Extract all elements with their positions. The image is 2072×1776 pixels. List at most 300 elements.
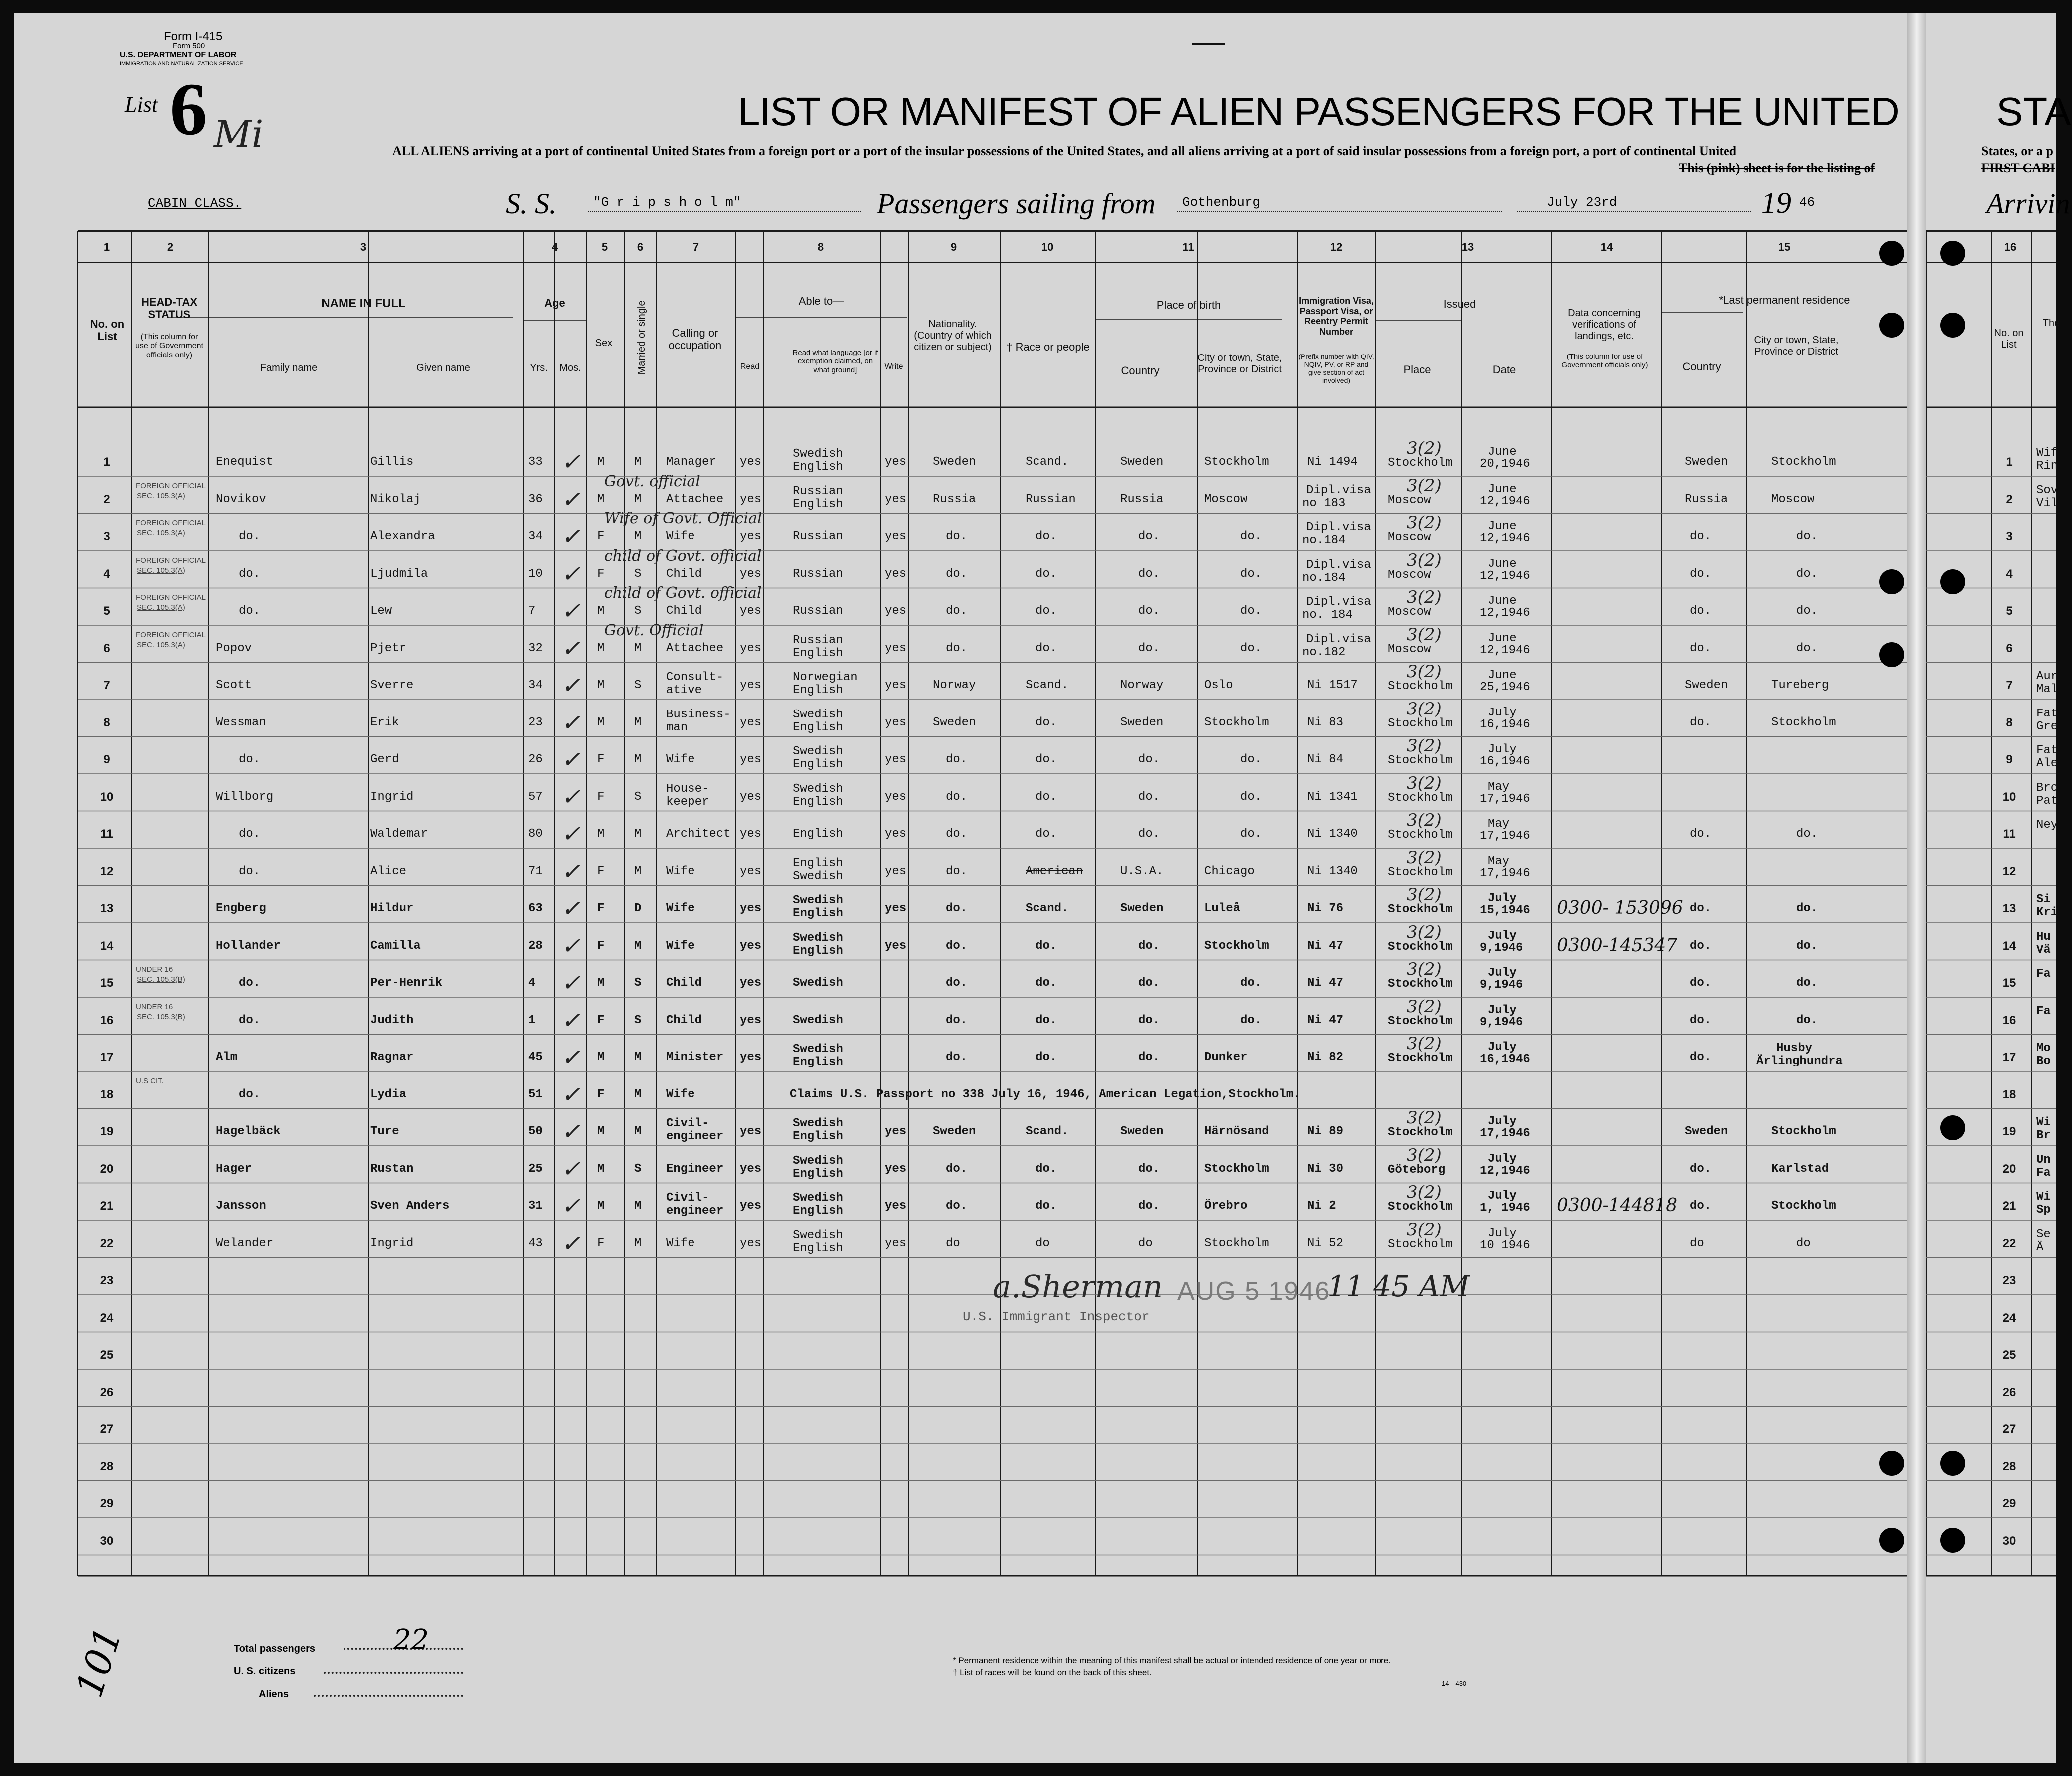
birth-city: Härnösand	[1204, 1125, 1269, 1138]
row-number: 23	[100, 1274, 114, 1287]
birth-city: Chicago	[1204, 864, 1255, 878]
verification-number: 0300-144818	[1557, 1195, 1678, 1216]
residence-country: do	[1690, 1236, 1704, 1250]
read-language: Russian	[793, 604, 843, 618]
residence-city: Moscow	[1771, 492, 1815, 506]
row-number: 1	[103, 455, 110, 469]
row-number-right: 23	[2002, 1274, 2016, 1287]
birth-city: Dunker	[1204, 1051, 1248, 1064]
issue-mark: 3(2)	[1407, 1182, 1442, 1202]
issue-mark: 3(2)	[1407, 475, 1442, 496]
next-page-fragment: Si	[2036, 893, 2051, 906]
calling: engineer	[666, 1204, 724, 1218]
marital-status: M	[634, 492, 642, 506]
birth-country: do.	[1138, 604, 1160, 618]
header-yrs: Yrs.	[530, 362, 548, 373]
marital-status: M	[634, 1199, 642, 1213]
marital-status: S	[634, 567, 642, 581]
birth-city: do.	[1240, 604, 1262, 618]
birth-country: U.S.A.	[1120, 864, 1164, 878]
visa-number: no.182	[1302, 645, 1346, 659]
sex: F	[597, 864, 605, 878]
issue-date: July	[1488, 743, 1517, 756]
issue-date: 1, 1946	[1480, 1201, 1530, 1215]
issue-place: Stockholm	[1388, 456, 1453, 470]
sex: M	[597, 1162, 605, 1176]
given-name: Waldemar	[370, 827, 428, 841]
row-number-right: 27	[2002, 1422, 2016, 1436]
given-name: Alice	[370, 864, 407, 878]
next-page-fragment: Mal	[2036, 683, 2058, 696]
birth-city: do.	[1240, 827, 1262, 841]
can-write: yes	[885, 715, 907, 729]
nationality: do.	[946, 864, 968, 878]
family-name: Alm	[216, 1051, 238, 1064]
read-language: English	[793, 1204, 843, 1218]
next-page-fragment: Pat	[2036, 794, 2058, 808]
birth-country: do.	[1138, 530, 1160, 543]
age-years: 51	[528, 1087, 543, 1101]
sex: M	[597, 827, 605, 841]
calling: Architect	[666, 827, 731, 841]
marital-status: S	[634, 1162, 642, 1176]
can-read: yes	[740, 641, 762, 655]
header-given: Given name	[416, 362, 470, 373]
inspector-signature: a.Sherman	[993, 1268, 1163, 1305]
can-write: yes	[885, 492, 907, 506]
next-page-fragment: Un	[2036, 1153, 2051, 1167]
row-number: 24	[100, 1311, 114, 1325]
age-check: ✓	[561, 746, 581, 773]
family-name: do.	[239, 1087, 261, 1101]
nationality: do.	[946, 902, 968, 915]
row-number: 6	[103, 641, 110, 655]
birth-city: do.	[1240, 567, 1262, 581]
can-write: yes	[885, 1236, 907, 1250]
family-name: do.	[239, 567, 261, 581]
issue-mark: 3(2)	[1407, 550, 1442, 570]
race: do	[1036, 1236, 1050, 1250]
row-number-right: 13	[2002, 902, 2016, 915]
aliens-dots	[314, 1695, 463, 1697]
form-number-old: Form 500	[173, 42, 205, 50]
residence-city: do.	[1796, 902, 1818, 915]
birth-country: Norway	[1120, 679, 1164, 692]
can-read: yes	[740, 790, 762, 804]
birth-country: do.	[1138, 1162, 1160, 1176]
issue-date: May	[1488, 854, 1510, 868]
birth-country: do.	[1138, 567, 1160, 581]
age-years: 71	[528, 864, 543, 878]
issue-date: 12,1946	[1480, 606, 1530, 620]
family-name: Jansson	[216, 1199, 266, 1213]
calling: Minister	[666, 1051, 724, 1064]
birth-country: do.	[1138, 939, 1160, 953]
read-language: Swedish	[793, 782, 843, 796]
visa-number: Ni 2	[1307, 1199, 1336, 1213]
issue-mark: 3(2)	[1407, 959, 1442, 979]
age-check: ✓	[561, 1118, 581, 1145]
read-language: Swedish	[793, 869, 843, 883]
can-read: yes	[740, 604, 762, 618]
age-years: 34	[528, 679, 543, 692]
next-page-fragment: Fa	[2036, 967, 2051, 981]
age-check: ✓	[561, 857, 581, 885]
row-number-right: 19	[2002, 1125, 2016, 1138]
visa-number: no.184	[1302, 534, 1346, 547]
age-years: 33	[528, 455, 543, 469]
sex: F	[597, 939, 605, 953]
nationality: do	[946, 1236, 960, 1250]
calling: Child	[666, 567, 702, 581]
column-number: 15	[1778, 241, 1791, 253]
issue-place: Stockholm	[1388, 977, 1453, 991]
issue-date: 12,1946	[1480, 494, 1530, 508]
form-code: 14—430	[1442, 1680, 1467, 1687]
calling: Business-	[666, 708, 731, 721]
calling: Child	[666, 1013, 702, 1027]
can-read: yes	[740, 902, 762, 915]
given-name: Ingrid	[370, 1236, 414, 1250]
footnote-races: † List of races will be found on the back of this sheet.	[953, 1668, 1152, 1677]
visa-number: Ni 1517	[1307, 679, 1358, 692]
read-language: Swedish	[793, 447, 843, 461]
race: do.	[1036, 641, 1057, 655]
can-read: yes	[740, 567, 762, 581]
list-label: List	[125, 92, 158, 117]
issue-mark: 3(2)	[1407, 624, 1442, 645]
birth-city: Stockholm	[1204, 1236, 1269, 1250]
issue-place: Moscow	[1388, 642, 1431, 656]
issue-place: Moscow	[1388, 568, 1431, 582]
manifest-subtitle: ALL ALIENS arriving at a port of continental United States from a foreign port or a port of the insular possessions of the United States, and all aliens arriving at a port of said insular possessions from a foreign port, a port of continental United	[392, 144, 1737, 158]
row-number-right: 3	[2006, 530, 2013, 543]
next-page-fragment: Ä	[2036, 1240, 2044, 1254]
read-language: English	[793, 1241, 843, 1255]
issue-place: Moscow	[1388, 531, 1431, 544]
issue-mark: 3(2)	[1407, 810, 1442, 830]
calling: ative	[666, 684, 702, 697]
residence-city: Ärlinghundra	[1756, 1055, 1843, 1068]
given-name: Lydia	[370, 1087, 407, 1101]
header-issued-place: Place	[1403, 363, 1431, 376]
row-number: 4	[103, 567, 110, 581]
column-number: 5	[601, 241, 608, 253]
handwritten-note: child of Govt. official	[604, 584, 762, 602]
column-number: 14	[1600, 241, 1613, 253]
issue-date: July	[1488, 1189, 1517, 1203]
row-number-right: 18	[2002, 1087, 2016, 1101]
header-res-city: City or town, State, Province or District	[1754, 335, 1839, 357]
row-number: 29	[100, 1497, 114, 1510]
visa-number: Ni 89	[1307, 1125, 1344, 1138]
residence-city: do.	[1796, 567, 1818, 581]
birth-city: do.	[1240, 976, 1262, 990]
row-number-right: 17	[2002, 1051, 2016, 1064]
age-years: 25	[528, 1162, 543, 1176]
given-name: Pjetr	[370, 641, 407, 655]
issue-date: 16,1946	[1480, 755, 1530, 768]
row-number: 5	[103, 604, 110, 618]
punch-hole	[1879, 642, 1904, 667]
birth-city: do.	[1240, 790, 1262, 804]
can-read: yes	[740, 1162, 762, 1176]
calling: Wife	[666, 1087, 695, 1101]
year-prefix: 19	[1761, 186, 1791, 219]
birth-country: do.	[1138, 1013, 1160, 1027]
sex: M	[597, 604, 605, 618]
given-name: Gerd	[370, 753, 399, 766]
can-read: yes	[740, 1013, 762, 1027]
calling: Wife	[666, 753, 695, 766]
next-page-fragment: Hu	[2036, 930, 2051, 944]
visa-number: Dipl.visa	[1306, 595, 1371, 609]
arriving-label: Arrivin	[1986, 187, 2070, 220]
race: do.	[1036, 1013, 1057, 1027]
issue-place: Stockholm	[1388, 716, 1453, 730]
row-number-right: 5	[2006, 604, 2013, 618]
sex: F	[597, 753, 605, 766]
issue-date: July	[1488, 1152, 1517, 1166]
calling: Child	[666, 604, 702, 618]
punch-hole	[1940, 241, 1965, 266]
residence-country: do.	[1690, 530, 1712, 543]
marital-status: S	[634, 679, 642, 692]
issue-date: 10 1946	[1480, 1238, 1530, 1252]
age-check: ✓	[561, 1155, 581, 1182]
marital-status: M	[634, 455, 642, 469]
nationality: do.	[946, 939, 968, 953]
age-years: 32	[528, 641, 543, 655]
cabin-class: CABIN CLASS.	[148, 196, 242, 211]
sex: F	[597, 1013, 605, 1027]
ship-name: "G r i p s h o l m"	[593, 195, 741, 210]
marital-status: M	[634, 530, 642, 543]
read-language: Swedish	[793, 708, 843, 721]
read-language: English	[793, 795, 843, 809]
birth-country: do.	[1138, 641, 1160, 655]
header-read: Read	[740, 362, 760, 371]
column-number: 10	[1041, 241, 1054, 253]
marital-status: M	[634, 715, 642, 729]
sex: F	[597, 902, 605, 915]
header-mos: Mos.	[559, 362, 581, 373]
inspection-date-stamp: AUG 5 1946	[1177, 1277, 1331, 1306]
next-page-fragment: Ale	[2036, 757, 2058, 770]
marital-status: M	[634, 1051, 642, 1064]
issue-place: Göteborg	[1388, 1163, 1446, 1177]
next-page-fragment: Rin	[2036, 459, 2058, 473]
calling: Wife	[666, 864, 695, 878]
birth-city: do.	[1240, 641, 1262, 655]
issue-date: 20,1946	[1480, 457, 1530, 471]
row-number: 28	[100, 1459, 114, 1473]
header-able: Able to—	[798, 295, 844, 307]
read-language: English	[793, 1056, 843, 1069]
calling: Civil-	[666, 1117, 709, 1130]
row-number-right: 25	[2002, 1348, 2016, 1362]
nationality: do.	[946, 1162, 968, 1176]
issue-mark: 3(2)	[1407, 996, 1442, 1017]
punch-hole	[1940, 1115, 1965, 1140]
nationality: do.	[946, 790, 968, 804]
issue-date: June	[1488, 631, 1517, 645]
header-col17-fragment: The	[2042, 318, 2060, 329]
nationality: do.	[946, 827, 968, 841]
age-years: 31	[528, 1199, 543, 1213]
next-page-fragment: Kri	[2036, 906, 2058, 919]
nationality: Sweden	[933, 1125, 976, 1138]
age-check: ✓	[561, 523, 581, 550]
residence-city: do.	[1796, 641, 1818, 655]
issue-date: 12,1946	[1480, 1164, 1530, 1178]
department: U.S. DEPARTMENT OF LABOR	[120, 51, 237, 59]
marital-status: M	[634, 1236, 642, 1250]
can-read: yes	[740, 679, 762, 692]
residence-city: do.	[1796, 939, 1818, 953]
column-number: 9	[950, 241, 957, 253]
row-number: 8	[103, 715, 110, 729]
inspector-title: U.S. Immigrant Inspector	[963, 1309, 1150, 1324]
issue-date: 16,1946	[1480, 717, 1530, 731]
birth-city: Oslo	[1204, 679, 1233, 692]
row-number-right: 6	[2006, 641, 2013, 655]
given-name: Rustan	[370, 1162, 414, 1176]
header-family: Family name	[260, 362, 318, 373]
row-number-right: 30	[2002, 1534, 2016, 1548]
issue-place: Stockholm	[1388, 1126, 1453, 1139]
row-number-right: 9	[2006, 753, 2013, 766]
row-number: 27	[100, 1422, 114, 1436]
punch-hole	[1879, 1528, 1904, 1553]
age-years: 28	[528, 939, 543, 953]
column-number: 16	[2004, 241, 2017, 253]
can-write: yes	[885, 1199, 907, 1213]
age-years: 50	[528, 1125, 543, 1138]
manifest-grid	[14, 13, 2056, 1763]
calling: Engineer	[666, 1162, 724, 1176]
read-language: English	[793, 1130, 843, 1143]
birth-country: Sweden	[1120, 455, 1164, 469]
marital-status: M	[634, 753, 642, 766]
can-read: yes	[740, 1125, 762, 1138]
head-tax-stamp: UNDER 16	[136, 1002, 173, 1011]
head-tax-stamp: FOREIGN OFFICIAL	[136, 519, 206, 527]
issue-date: July	[1488, 966, 1517, 980]
read-language: Swedish	[793, 1043, 843, 1056]
marital-status: M	[634, 1125, 642, 1138]
manifest-title-continued: STA	[1996, 89, 2071, 134]
family-name: do.	[239, 827, 261, 841]
calling: Manager	[666, 455, 716, 469]
issue-date: 25,1946	[1480, 681, 1530, 694]
visa-number: Ni 47	[1307, 976, 1344, 990]
header-write: Write	[884, 362, 903, 371]
residence-city: Stockholm	[1771, 715, 1836, 729]
residence-city: do.	[1796, 1013, 1818, 1027]
issue-mark: 3(2)	[1407, 662, 1442, 682]
can-read: yes	[740, 976, 762, 990]
marital-status: D	[634, 902, 642, 915]
visa-number: Ni 47	[1307, 939, 1344, 953]
visa-number: Dipl.visa	[1306, 483, 1371, 497]
total-passengers-label: Total passengers	[234, 1643, 316, 1654]
issue-date: 17,1946	[1480, 829, 1530, 843]
can-write: yes	[885, 1125, 907, 1138]
marital-status: M	[634, 827, 642, 841]
sex: M	[597, 492, 605, 506]
row-number-right: 15	[2002, 976, 2016, 990]
age-years: 43	[528, 1236, 543, 1250]
handwritten-note: child of Govt. official	[604, 547, 762, 565]
row-number-right: 7	[2006, 679, 2013, 692]
row-number: 30	[100, 1534, 114, 1548]
row-number: 20	[100, 1162, 114, 1176]
residence-city: Karlstad	[1771, 1162, 1829, 1176]
given-name: Lew	[370, 604, 392, 618]
read-language: Swedish	[793, 1191, 843, 1205]
can-write: yes	[885, 641, 907, 655]
issue-place: Stockholm	[1388, 1014, 1453, 1028]
residence-city: do.	[1796, 976, 1818, 990]
visa-number: no 183	[1302, 496, 1346, 510]
row-number-right: 20	[2002, 1162, 2016, 1176]
issue-date: 12,1946	[1480, 532, 1530, 545]
issue-date: 9,1946	[1480, 941, 1523, 955]
age-years: 23	[528, 715, 543, 729]
head-tax-stamp: SEC. 105.3(B)	[137, 1012, 185, 1021]
issue-mark: 3(2)	[1407, 736, 1442, 756]
read-language: Swedish	[793, 894, 843, 907]
row-number-right: 12	[2002, 864, 2016, 878]
aliens-label: Aliens	[259, 1689, 289, 1700]
age-check: ✓	[561, 895, 581, 922]
residence-country: do.	[1690, 1199, 1712, 1213]
next-page-fragment: Bro	[2036, 781, 2058, 795]
residence-country: do.	[1690, 1013, 1712, 1027]
visa-number: Ni 47	[1307, 1013, 1344, 1027]
residence-country: Sweden	[1685, 1125, 1728, 1138]
punch-hole	[1940, 569, 1965, 594]
row-number: 18	[100, 1087, 114, 1101]
next-page-fragment: Vil	[2036, 496, 2058, 510]
visa-number: Ni 83	[1307, 715, 1344, 729]
issue-date: June	[1488, 445, 1517, 459]
nationality: Sweden	[933, 455, 976, 469]
header-birth-city: City or town, State, Province or District	[1197, 353, 1282, 375]
can-read: yes	[740, 753, 762, 766]
punch-hole	[1879, 313, 1904, 338]
age-check: ✓	[561, 1229, 581, 1257]
issue-date: 12,1946	[1480, 569, 1530, 583]
column-number: 12	[1330, 241, 1343, 253]
row-number-right: 1	[2006, 455, 2013, 469]
citizens-dots	[324, 1672, 463, 1674]
residence-country: do.	[1690, 976, 1712, 990]
age-years: 34	[528, 530, 543, 543]
issue-mark: 3(2)	[1407, 847, 1442, 868]
row-number-right: 26	[2002, 1385, 2016, 1399]
header-sex: Sex	[595, 338, 613, 349]
issue-mark: 3(2)	[1407, 587, 1442, 607]
next-page-fragment: Se	[2036, 1227, 2051, 1241]
header-read-lang: Read what language [or if exemption claimed, on what ground]	[792, 349, 878, 374]
row-number-right: 28	[2002, 1459, 2016, 1473]
head-tax-stamp: FOREIGN OFFICIAL	[136, 556, 206, 565]
given-name: Camilla	[370, 939, 421, 953]
row-number: 14	[100, 939, 114, 953]
header-issued-date: Date	[1492, 363, 1516, 376]
